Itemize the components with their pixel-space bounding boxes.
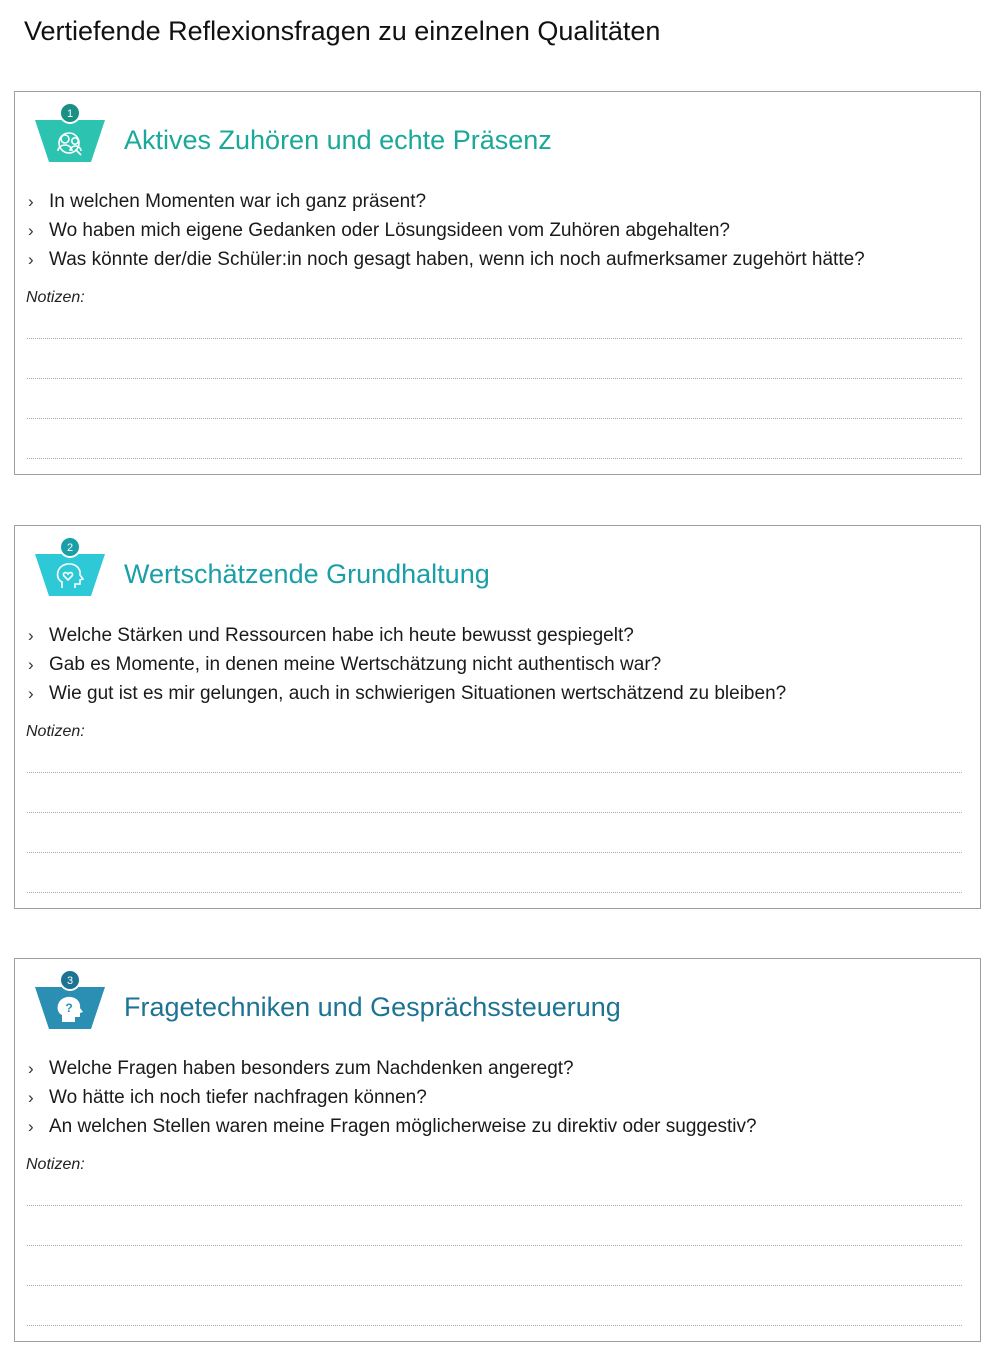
notes-line[interactable] [27,1325,962,1326]
question-item: › Gab es Momente, in denen meine Wertschätzung nicht authentisch war? [28,650,786,679]
section-badge-2 [35,536,105,606]
section-number-1: 1 [66,108,74,120]
section-badge-3 [35,969,105,1039]
notes-line[interactable] [27,418,962,419]
question-list-2 [28,621,786,708]
section-number-3: 3 [66,975,74,987]
question-item: › Welche Fragen haben besonders zum Nachdenken angeregt? [28,1054,757,1083]
question-item: › Wo haben mich eigene Gedanken oder Lösungsideen vom Zuhören abgehalten? [28,216,865,245]
svg-text:?: ? [65,1001,73,1015]
section-card-1 [14,91,981,475]
notes-line[interactable] [27,378,962,379]
section-title-3: Fragetechniken und Gesprächssteuerung [124,992,621,1022]
notes-line[interactable] [27,812,962,813]
question-list-1 [28,187,865,274]
question-item: › Wie gut ist es mir gelungen, auch in schwierigen Situationen wertschätzend zu bleiben? [28,679,786,708]
notes-line[interactable] [27,892,962,893]
page-title: Vertiefende Reflexionsfragen zu einzelnen Qualitäten [24,16,661,46]
chevron-right-icon: › [28,684,34,703]
section-card-2 [14,525,981,909]
section-title-2: Wertschätzende Grundhaltung [124,559,490,589]
chevron-right-icon: › [28,221,34,240]
notes-line[interactable] [27,1285,962,1286]
chevron-right-icon: › [28,655,34,674]
notes-line[interactable] [27,852,962,853]
question-item: › In welchen Momenten war ich ganz präsent? [28,187,865,216]
notes-label: Notizen: [26,289,85,306]
section-card-3 [14,958,981,1342]
chevron-right-icon: › [28,192,34,211]
chevron-right-icon: › [28,250,34,269]
question-list-3 [28,1054,757,1141]
notes-lines [27,338,962,498]
notes-label: Notizen: [26,723,85,740]
notes-lines [27,1205,962,1365]
section-badge-1 [35,102,105,172]
notes-line[interactable] [27,772,962,773]
chevron-right-icon: › [28,1059,34,1078]
question-item: › An welchen Stellen waren meine Fragen möglicherweise zu direktiv oder suggestiv? [28,1112,757,1141]
notes-label: Notizen: [26,1156,85,1173]
chevron-right-icon: › [28,626,34,645]
section-number-2: 2 [66,542,74,554]
notes-line[interactable] [27,458,962,459]
notes-line[interactable] [27,1245,962,1246]
notes-line[interactable] [27,338,962,339]
notes-line[interactable] [27,1205,962,1206]
section-title-1: Aktives Zuhören und echte Präsenz [124,125,552,155]
question-item: › Wo hätte ich noch tiefer nachfragen können? [28,1083,757,1112]
chevron-right-icon: › [28,1117,34,1136]
question-item: › Welche Stärken und Ressourcen habe ich heute bewusst gespiegelt? [28,621,786,650]
question-item: › Was könnte der/die Schüler:in noch gesagt haben, wenn ich noch aufmerksamer zugehört hätte? [28,245,865,274]
notes-lines [27,772,962,932]
chevron-right-icon: › [28,1088,34,1107]
